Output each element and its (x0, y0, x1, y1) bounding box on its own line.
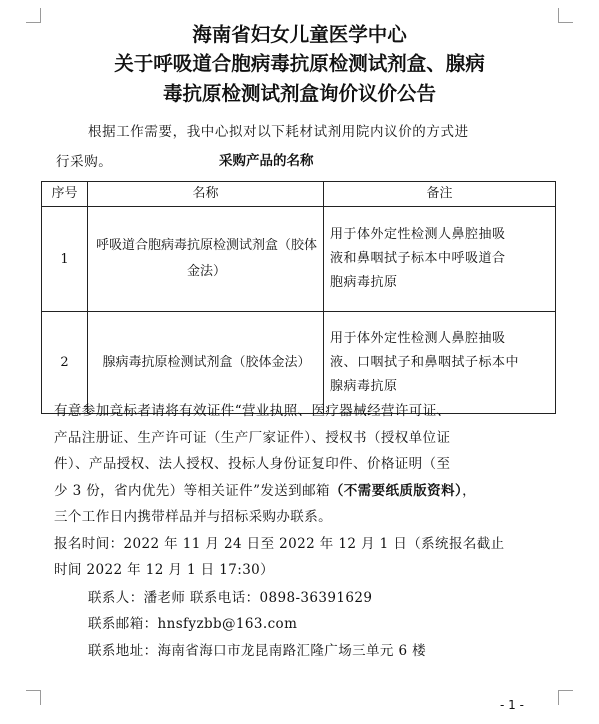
body-line-2: 产品注册证、生产许可证（生产厂家证件）、授权书（授权单位证 (54, 430, 451, 446)
row-note-line: 用于体外定性检测人鼻腔抽吸 (330, 227, 506, 242)
products-table (41, 181, 556, 414)
row-index: 1 (42, 207, 88, 312)
crop-mark-bottom-left (26, 690, 41, 705)
intro-line-2: 行采购。 (56, 154, 113, 170)
contact-email: 联系邮箱：hnsfyzbb@163.com (88, 616, 298, 632)
contact-address: 联系地址：海南省海口市龙昆南路汇隆广场三单元 6 楼 (88, 643, 427, 659)
header-name: 名称 (88, 182, 324, 207)
registration-time-line-2: 时间 2022 年 12 月 1 日 17:30） (54, 562, 275, 578)
title-line-3: 毒抗原检测试剂盒询价议价公告 (162, 82, 436, 105)
row-note (324, 207, 556, 312)
row-product-name: 腺病毒抗原检测试剂盒（胶体金法） (88, 312, 324, 414)
body-line-3: 件）、产品授权、法人授权、投标人身份证复印件、价格证明（至 (54, 456, 451, 472)
row-note-line: 用于体外定性检测人鼻腔抽吸 (330, 330, 506, 346)
page-number: - 1 - (500, 698, 524, 712)
row-product-name: 呼吸道合胞病毒抗原检测试剂盒（胶体金法） (88, 207, 324, 312)
body-line-1: 有意参加竞标者请将有效证件“营业执照、医疗器械经营许可证、 (54, 403, 451, 419)
row-note-line: 胞病毒抗原 (330, 275, 398, 290)
intro-line-1: 根据工作需要，我中心拟对以下耗材试剂用院内议价的方式进 (88, 124, 469, 140)
table-row (42, 207, 556, 312)
body-line-4 (54, 478, 554, 505)
crop-mark-top-left (26, 8, 41, 23)
row-note-line: 腺病毒抗原 (330, 378, 398, 394)
row-note-line: 液、口咽拭子和鼻咽拭子标本中 (330, 354, 520, 370)
table-header-row (42, 182, 556, 207)
row-note-line: 液和鼻咽拭子标本中呼吸道合 (330, 251, 506, 266)
body-line-4-text: 少 3 份，省内优先）等相关证件”发送到邮箱 (54, 483, 330, 499)
row-index: 2 (42, 312, 88, 414)
header-note: 备注 (324, 182, 556, 207)
crop-mark-top-right (558, 8, 573, 23)
no-paper-notice: （不需要纸质版资料） (329, 483, 463, 499)
body-line-5: 三个工作日内携带样品并与招标采购办联系。 (54, 509, 332, 525)
registration-time-line-1: 报名时间：2022 年 11 月 24 日至 2022 年 12 月 1 日（系统报名截止 (54, 536, 505, 552)
title-line-2: 关于呼吸道合胞病毒抗原检测试剂盒、腺病 (114, 52, 485, 75)
contact-person-phone: 联系人：潘老师 联系电话：0898-36391629 (88, 590, 373, 606)
title-line-1: 海南省妇女儿童医学中心 (192, 23, 407, 46)
table-caption: 采购产品的名称 (219, 153, 314, 169)
header-index: 序号 (42, 182, 88, 207)
crop-mark-bottom-right (558, 690, 573, 705)
body-line-4-end: ， (462, 483, 477, 499)
